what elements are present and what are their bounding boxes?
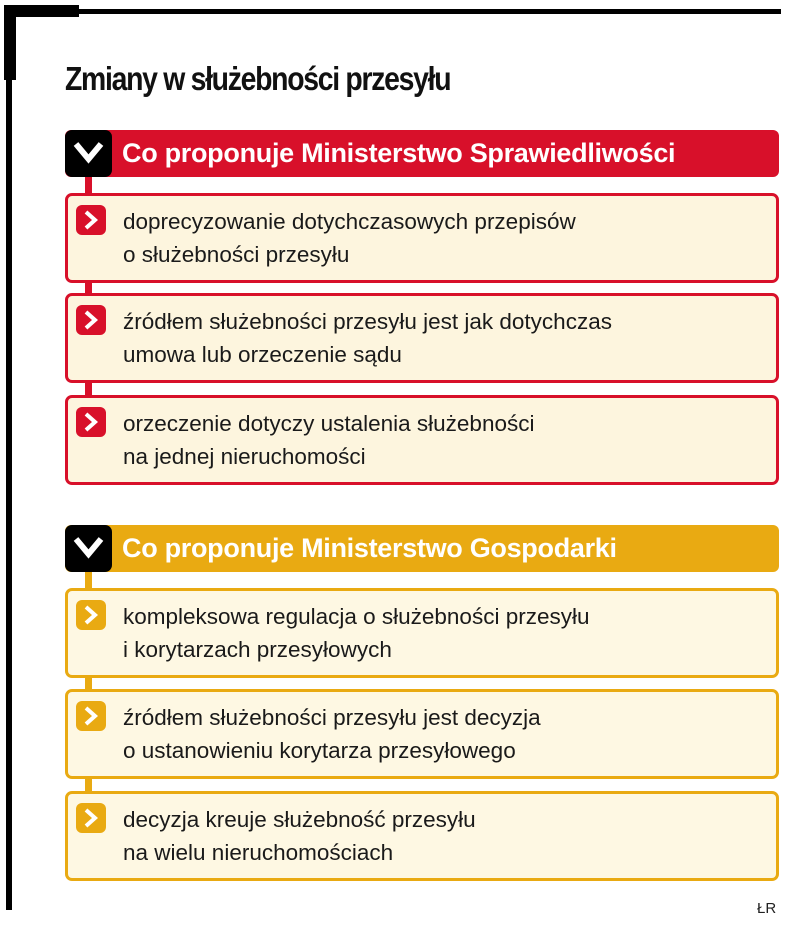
list-item [65,293,779,383]
chevron-right-icon [76,803,106,833]
chevron-right-icon [76,600,106,630]
chevron-right-icon [76,205,106,235]
section-economy-ministry [65,525,779,880]
item-line: o służebności przesyłu [123,242,350,267]
item-line: źródłem służebności przesyłu jest decyzja [123,705,541,730]
item-line: orzeczenie dotyczy ustalenia służebności [123,411,535,436]
chevron-right-icon [76,305,106,335]
section-heading: Co proponuje Ministerstwo Gospodarki [122,533,617,563]
list-item [65,791,779,881]
item-text [123,205,576,271]
frame-left-accent [4,5,16,80]
section-justice-ministry [65,130,779,485]
chevron-right-icon [76,701,106,731]
list-item [65,588,779,678]
page-title: Zmiany w służebności przesyłu [65,60,451,97]
item-text [123,305,612,371]
item-line: decyzja kreuje służebność przesyłu [123,807,476,832]
section-header [65,525,779,572]
frame-left-line [6,5,12,910]
item-line: o ustanowieniu korytarza przesyłowego [123,738,516,763]
list-item [65,395,779,485]
author-credit: ŁR [757,900,777,917]
list-item [65,193,779,283]
item-line: kompleksowa regulacja o służebności przesyłu [123,604,590,629]
section-heading: Co proponuje Ministerstwo Sprawiedliwości [122,138,676,168]
item-line: na jednej nieruchomości [123,444,366,469]
section-header [65,130,779,177]
chevron-right-icon [76,407,106,437]
chevron-down-icon [65,525,112,572]
frame-top-line [5,9,781,14]
list-item [65,689,779,779]
item-line: doprecyzowanie dotychczasowych przepisów [123,209,576,234]
chevron-down-icon [65,130,112,177]
item-line: na wielu nieruchomościach [123,840,394,865]
item-line: i korytarzach przesyłowych [123,637,392,662]
item-line: umowa lub orzeczenie sądu [123,342,402,367]
item-text [123,600,589,666]
item-line: źródłem służebności przesyłu jest jak dotychczas [123,309,612,334]
item-text [123,701,541,767]
item-text [123,407,534,473]
item-text [123,803,476,869]
